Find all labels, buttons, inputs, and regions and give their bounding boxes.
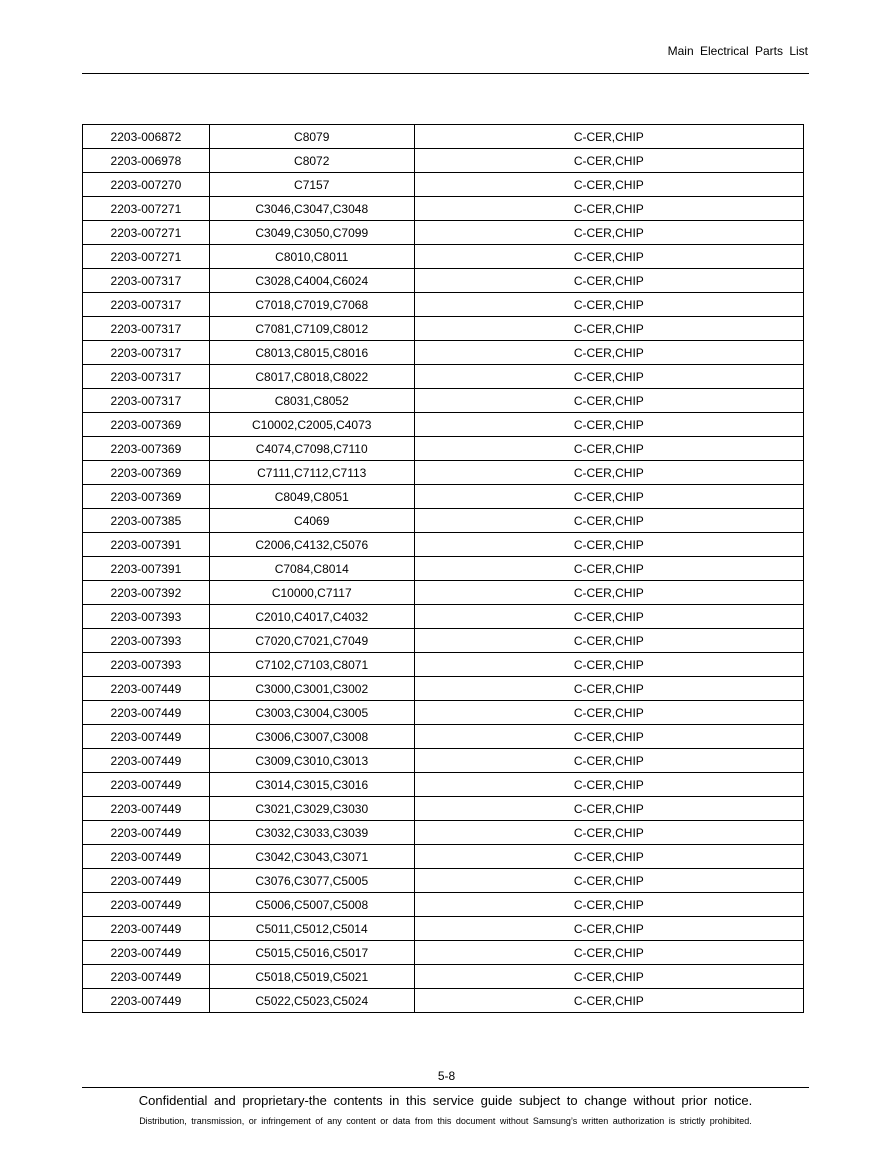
description-cell: C-CER,CHIP <box>414 845 803 869</box>
description-cell: C-CER,CHIP <box>414 533 803 557</box>
confidential-notice: Confidential and proprietary-the contents in this service guide subject to change without prior notice. <box>138 1093 753 1108</box>
description-cell: C-CER,CHIP <box>414 245 803 269</box>
description-cell: C-CER,CHIP <box>414 197 803 221</box>
table-row <box>83 989 804 1013</box>
description-cell: C-CER,CHIP <box>414 437 803 461</box>
table-row <box>83 965 804 989</box>
part-code-cell: 2203-007271 <box>83 197 210 221</box>
table-row <box>83 221 804 245</box>
part-code-cell: 2203-007317 <box>83 269 210 293</box>
part-code-cell: 2203-007393 <box>83 653 210 677</box>
location-cell: C8013,C8015,C8016 <box>209 341 414 365</box>
description-cell: C-CER,CHIP <box>414 269 803 293</box>
part-code-cell: 2203-007385 <box>83 509 210 533</box>
part-code-cell: 2203-007369 <box>83 437 210 461</box>
description-cell: C-CER,CHIP <box>414 557 803 581</box>
table-row <box>83 437 804 461</box>
location-cell: C3014,C3015,C3016 <box>209 773 414 797</box>
parts-list-table <box>82 124 804 1013</box>
description-cell: C-CER,CHIP <box>414 149 803 173</box>
table-row <box>83 197 804 221</box>
location-cell: C3009,C3010,C3013 <box>209 749 414 773</box>
location-cell: C7084,C8014 <box>209 557 414 581</box>
part-code-cell: 2203-007449 <box>83 821 210 845</box>
table-row <box>83 389 804 413</box>
description-cell: C-CER,CHIP <box>414 965 803 989</box>
location-cell: C8010,C8011 <box>209 245 414 269</box>
part-code-cell: 2203-007393 <box>83 605 210 629</box>
table-row <box>83 245 804 269</box>
description-cell: C-CER,CHIP <box>414 293 803 317</box>
part-code-cell: 2203-007449 <box>83 773 210 797</box>
table-row <box>83 557 804 581</box>
location-cell: C5018,C5019,C5021 <box>209 965 414 989</box>
description-cell: C-CER,CHIP <box>414 125 803 149</box>
location-cell: C3021,C3029,C3030 <box>209 797 414 821</box>
table-row <box>83 653 804 677</box>
table-row <box>83 485 804 509</box>
table-row <box>83 797 804 821</box>
description-cell: C-CER,CHIP <box>414 221 803 245</box>
location-cell: C3000,C3001,C3002 <box>209 677 414 701</box>
part-code-cell: 2203-006978 <box>83 149 210 173</box>
part-code-cell: 2203-007392 <box>83 581 210 605</box>
table-row <box>83 893 804 917</box>
table-row <box>83 869 804 893</box>
location-cell: C8072 <box>209 149 414 173</box>
description-cell: C-CER,CHIP <box>414 341 803 365</box>
table-row <box>83 725 804 749</box>
location-cell: C5006,C5007,C5008 <box>209 893 414 917</box>
description-cell: C-CER,CHIP <box>414 893 803 917</box>
table-row <box>83 701 804 725</box>
part-code-cell: 2203-007449 <box>83 677 210 701</box>
description-cell: C-CER,CHIP <box>414 629 803 653</box>
page-number: 5-8 <box>437 1069 456 1083</box>
description-cell: C-CER,CHIP <box>414 677 803 701</box>
part-code-cell: 2203-007369 <box>83 485 210 509</box>
part-code-cell: 2203-007391 <box>83 533 210 557</box>
description-cell: C-CER,CHIP <box>414 725 803 749</box>
description-cell: C-CER,CHIP <box>414 941 803 965</box>
part-code-cell: 2203-007449 <box>83 869 210 893</box>
table-row <box>83 629 804 653</box>
description-cell: C-CER,CHIP <box>414 173 803 197</box>
description-cell: C-CER,CHIP <box>414 749 803 773</box>
part-code-cell: 2203-007449 <box>83 965 210 989</box>
description-cell: C-CER,CHIP <box>414 821 803 845</box>
table-row <box>83 413 804 437</box>
location-cell: C4069 <box>209 509 414 533</box>
table-row <box>83 461 804 485</box>
description-cell: C-CER,CHIP <box>414 989 803 1013</box>
location-cell: C3003,C3004,C3005 <box>209 701 414 725</box>
location-cell: C7102,C7103,C8071 <box>209 653 414 677</box>
location-cell: C3046,C3047,C3048 <box>209 197 414 221</box>
location-cell: C8017,C8018,C8022 <box>209 365 414 389</box>
part-code-cell: 2203-007270 <box>83 173 210 197</box>
part-code-cell: 2203-007317 <box>83 341 210 365</box>
location-cell: C3049,C3050,C7099 <box>209 221 414 245</box>
location-cell: C7020,C7021,C7049 <box>209 629 414 653</box>
description-cell: C-CER,CHIP <box>414 317 803 341</box>
description-cell: C-CER,CHIP <box>414 485 803 509</box>
part-code-cell: 2203-007449 <box>83 893 210 917</box>
description-cell: C-CER,CHIP <box>414 653 803 677</box>
description-cell: C-CER,CHIP <box>414 869 803 893</box>
part-code-cell: 2203-007449 <box>83 749 210 773</box>
description-cell: C-CER,CHIP <box>414 509 803 533</box>
footer-divider <box>82 1087 809 1088</box>
table-row <box>83 293 804 317</box>
part-code-cell: 2203-007271 <box>83 245 210 269</box>
part-code-cell: 2203-007449 <box>83 917 210 941</box>
part-code-cell: 2203-007317 <box>83 317 210 341</box>
parts-list-body <box>83 125 804 1013</box>
location-cell: C2010,C4017,C4032 <box>209 605 414 629</box>
location-cell: C4074,C7098,C7110 <box>209 437 414 461</box>
part-code-cell: 2203-007449 <box>83 845 210 869</box>
description-cell: C-CER,CHIP <box>414 389 803 413</box>
table-row <box>83 581 804 605</box>
part-code-cell: 2203-007393 <box>83 629 210 653</box>
part-code-cell: 2203-006872 <box>83 125 210 149</box>
table-row <box>83 749 804 773</box>
table-row <box>83 773 804 797</box>
location-cell: C8049,C8051 <box>209 485 414 509</box>
table-row <box>83 605 804 629</box>
location-cell: C3076,C3077,C5005 <box>209 869 414 893</box>
location-cell: C3006,C3007,C3008 <box>209 725 414 749</box>
location-cell: C7081,C7109,C8012 <box>209 317 414 341</box>
location-cell: C5011,C5012,C5014 <box>209 917 414 941</box>
location-cell: C8079 <box>209 125 414 149</box>
page-header-title: Main Electrical Parts List <box>667 44 808 58</box>
part-code-cell: 2203-007391 <box>83 557 210 581</box>
part-code-cell: 2203-007449 <box>83 701 210 725</box>
location-cell: C5015,C5016,C5017 <box>209 941 414 965</box>
part-code-cell: 2203-007449 <box>83 725 210 749</box>
table-row <box>83 533 804 557</box>
description-cell: C-CER,CHIP <box>414 581 803 605</box>
description-cell: C-CER,CHIP <box>414 701 803 725</box>
header-divider <box>82 73 809 74</box>
location-cell: C10002,C2005,C4073 <box>209 413 414 437</box>
description-cell: C-CER,CHIP <box>414 797 803 821</box>
table-row <box>83 173 804 197</box>
table-row <box>83 677 804 701</box>
table-row <box>83 269 804 293</box>
description-cell: C-CER,CHIP <box>414 917 803 941</box>
table-row <box>83 509 804 533</box>
table-row <box>83 149 804 173</box>
location-cell: C3032,C3033,C3039 <box>209 821 414 845</box>
part-code-cell: 2203-007449 <box>83 941 210 965</box>
description-cell: C-CER,CHIP <box>414 605 803 629</box>
location-cell: C2006,C4132,C5076 <box>209 533 414 557</box>
table-row <box>83 317 804 341</box>
table-row <box>83 341 804 365</box>
part-code-cell: 2203-007369 <box>83 461 210 485</box>
part-code-cell: 2203-007369 <box>83 413 210 437</box>
location-cell: C5022,C5023,C5024 <box>209 989 414 1013</box>
location-cell: C7018,C7019,C7068 <box>209 293 414 317</box>
description-cell: C-CER,CHIP <box>414 365 803 389</box>
part-code-cell: 2203-007317 <box>83 389 210 413</box>
part-code-cell: 2203-007449 <box>83 989 210 1013</box>
location-cell: C8031,C8052 <box>209 389 414 413</box>
location-cell: C7157 <box>209 173 414 197</box>
table-row <box>83 941 804 965</box>
location-cell: C3028,C4004,C6024 <box>209 269 414 293</box>
table-row <box>83 845 804 869</box>
table-row <box>83 125 804 149</box>
table-row <box>83 821 804 845</box>
location-cell: C3042,C3043,C3071 <box>209 845 414 869</box>
description-cell: C-CER,CHIP <box>414 773 803 797</box>
location-cell: C10000,C7117 <box>209 581 414 605</box>
part-code-cell: 2203-007271 <box>83 221 210 245</box>
location-cell: C7111,C7112,C7113 <box>209 461 414 485</box>
table-row <box>83 365 804 389</box>
table-row <box>83 917 804 941</box>
distribution-notice: Distribution, transmission, or infringement of any content or data from this document without Samsung’s written authorization is strictly prohibited. <box>139 1116 752 1126</box>
part-code-cell: 2203-007317 <box>83 293 210 317</box>
part-code-cell: 2203-007317 <box>83 365 210 389</box>
description-cell: C-CER,CHIP <box>414 461 803 485</box>
description-cell: C-CER,CHIP <box>414 413 803 437</box>
part-code-cell: 2203-007449 <box>83 797 210 821</box>
